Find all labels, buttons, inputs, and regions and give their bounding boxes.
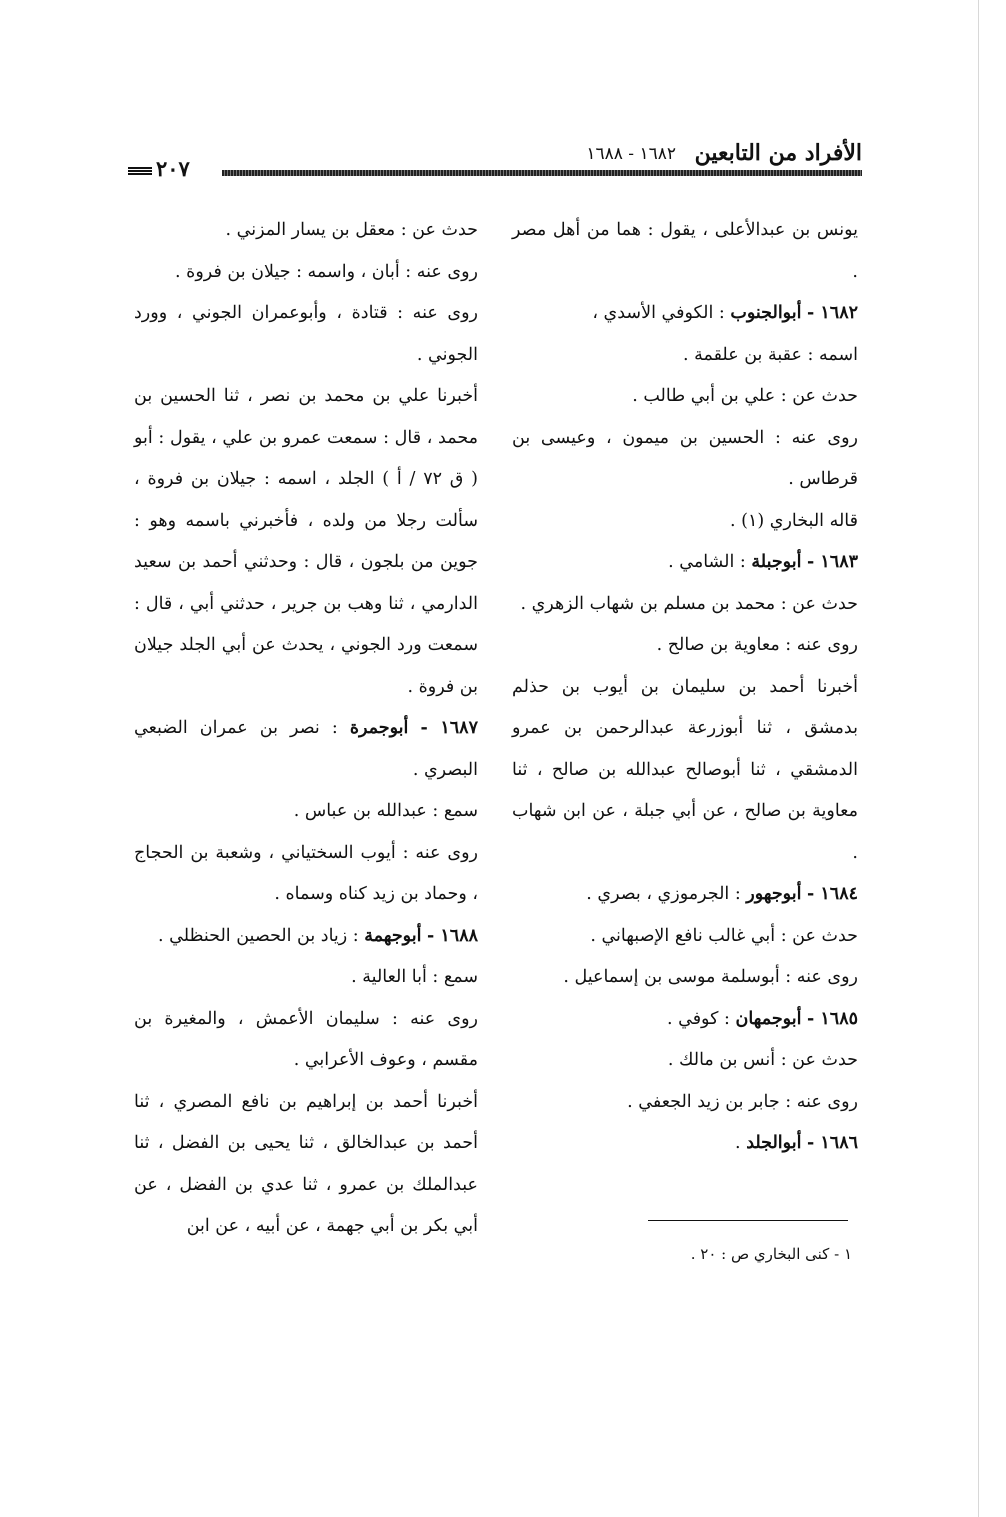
entry-paragraph <box>134 293 478 376</box>
entry-text: سمع : أبا العالية . <box>351 967 478 987</box>
entry-paragraph <box>512 210 858 293</box>
header-rule <box>222 170 862 176</box>
entry-text: روى عنه : جابر بن زيد الجعفي . <box>627 1091 858 1112</box>
page-number-text: ٢٠٧ <box>156 156 190 181</box>
scan-edge-line <box>978 0 979 1517</box>
entry-text: : كوفي . <box>666 1008 730 1029</box>
entry-number: ١٦٨٧ - <box>420 718 478 738</box>
header-title: الأفراد من التابعين <box>694 140 862 166</box>
entry-paragraph <box>512 1040 858 1082</box>
entry-text: حدث عن : أنس بن مالك . <box>667 1050 858 1070</box>
entry-heading <box>512 542 858 584</box>
entry-kunya: أبوالجلد <box>746 1133 802 1153</box>
entry-text: : الشامي . <box>668 552 746 572</box>
entry-paragraph <box>134 1082 478 1248</box>
entry-paragraph <box>512 501 858 543</box>
entry-text: : زياد بن الحصين الحنظلي . <box>158 925 359 946</box>
entry-text: روى عنه : أبان ، واسمه : جيلان بن فروة . <box>175 261 478 282</box>
entry-heading <box>512 999 858 1041</box>
entry-paragraph <box>512 376 858 418</box>
header-entry-range: ١٦٨٢ - ١٦٨٨ <box>586 144 676 164</box>
entry-text: اسمه : عقبة بن علقمة . <box>682 344 858 365</box>
entry-paragraph <box>512 418 858 501</box>
entry-paragraph <box>134 376 478 708</box>
entry-kunya: أبوجهمة <box>364 925 422 946</box>
entry-paragraph <box>512 957 858 999</box>
entry-text: روى عنه : الحسين بن ميمون ، وعيسى بن قرطاس . <box>512 427 858 489</box>
entry-text: سمع : عبدالله بن عباس . <box>293 801 478 821</box>
entry-kunya: أبوجبلة <box>751 552 802 572</box>
entry-paragraph <box>512 584 858 626</box>
entry-number: ١٦٨٤ - <box>807 884 858 904</box>
entry-heading <box>512 874 858 916</box>
entry-text: روى عنه : معاوية بن صالح . <box>656 635 858 655</box>
entry-text: أخبرنا أحمد بن سليمان بن أيوب بن حذلم بدمشق ، ثنا أبوزرعة عبدالرحمن بن عمرو الدمشقي ، ثنا أبوصالح عبدالله بن صالح ، ثنا معاوية بن صالح ، عن أبي جبلة ، عن ابن شهاب . <box>512 676 858 863</box>
entry-text: روى عنه : أبوسلمة موسى بن إسماعيل . <box>563 967 858 987</box>
left-column <box>134 210 478 1248</box>
entry-kunya: أبوجهور <box>746 884 802 904</box>
entry-paragraph <box>512 916 858 958</box>
entry-text: أخبرنا أحمد بن إبراهيم بن نافع المصري ، ثنا أحمد بن عبدالخالق ، ثنا يحيى بن الفضل ، ثنا عبدالملك بن عمرو ، ثنا عدي بن الفضل ، عن أبي بكر بن أبي جهمة ، عن أبيه ، عن ابن <box>134 1091 478 1236</box>
entry-text: حدث عن : محمد بن مسلم بن شهاب الزهري . <box>520 593 858 614</box>
entry-text: روى عنه : أيوب السختياني ، وشعبة بن الحجاج ، وحماد بن زيد كناه وسماه . <box>134 842 478 904</box>
entry-kunya: أبوالجنوب <box>730 303 802 323</box>
entry-text: روى عنه : سليمان الأعمش ، والمغيرة بن مقسم ، وعوف الأعرابي . <box>134 1008 478 1070</box>
entry-number: ١٦٨٥ - <box>807 1008 858 1029</box>
running-header <box>128 140 862 180</box>
entry-number: ١٦٨٣ - <box>807 552 858 572</box>
entry-text: : الكوفي الأسدي ، <box>592 303 725 323</box>
entry-heading <box>512 293 858 335</box>
entry-paragraph <box>134 210 478 252</box>
entry-kunya: أبوجمهان <box>735 1008 802 1029</box>
entry-paragraph <box>512 625 858 667</box>
entry-number: ١٦٨٨ - <box>427 925 478 946</box>
entry-paragraph <box>134 833 478 916</box>
entry-heading <box>512 1123 858 1165</box>
entry-paragraph <box>134 252 478 294</box>
entry-text: . <box>735 1133 741 1153</box>
entry-number: ١٦٨٦ - <box>807 1133 858 1153</box>
entry-paragraph <box>134 957 478 999</box>
footnote-rule <box>648 1220 848 1221</box>
footnote: ١ - كنى البخاري ص : ٢٠ . <box>690 1245 852 1263</box>
entry-text: حدث عن : أبي غالب نافع الإصبهاني . <box>590 925 858 946</box>
right-column <box>512 210 858 1165</box>
entry-paragraph <box>512 335 858 377</box>
entry-paragraph <box>134 999 478 1082</box>
entry-text: حدث عن : معقل بن يسار المزني . <box>225 220 478 240</box>
entry-text: أخبرنا علي بن محمد بن نصر ، ثنا الحسين بن محمد ، قال : سمعت عمرو بن علي ، يقول : أبو ( ق ٧٢ / أ ) الجلد ، اسمه : جيلان بن فروة ، سألت رجلا من ولده ، فأخبرني باسمه وهو : جوين من بلجون ، قال : وحدثني أحمد بن سعيد الدارمي ، ثنا وهب بن جرير ، حدثني أبي ، قال : سمعت ورد الجوني ، يحدث عن أبي الجلد جيلان بن فروة . <box>134 386 479 697</box>
entry-heading <box>134 916 478 958</box>
entry-number: ١٦٨٢ - <box>807 303 858 323</box>
entry-heading <box>134 708 478 791</box>
entry-text: : الجرموزي ، بصري . <box>586 884 741 904</box>
entry-text: روى عنه : قتادة ، وأبوعمران الجوني ، وورد الجوني . <box>134 303 478 365</box>
entry-text: يونس بن عبدالأعلى ، يقول : هما من أهل مصر . <box>512 220 858 282</box>
entry-text: : نصر بن عمران الضبعي البصري . <box>134 718 478 780</box>
page-number <box>128 156 190 181</box>
entry-paragraph <box>512 667 858 875</box>
entry-kunya: أبوجمرة <box>349 718 409 738</box>
page-number-ornament <box>128 167 152 175</box>
entry-text: قاله البخاري (١) . <box>730 510 858 531</box>
entry-paragraph <box>134 791 478 833</box>
entry-text: حدث عن : علي بن أبي طالب . <box>632 386 858 406</box>
entry-paragraph <box>512 1082 858 1124</box>
